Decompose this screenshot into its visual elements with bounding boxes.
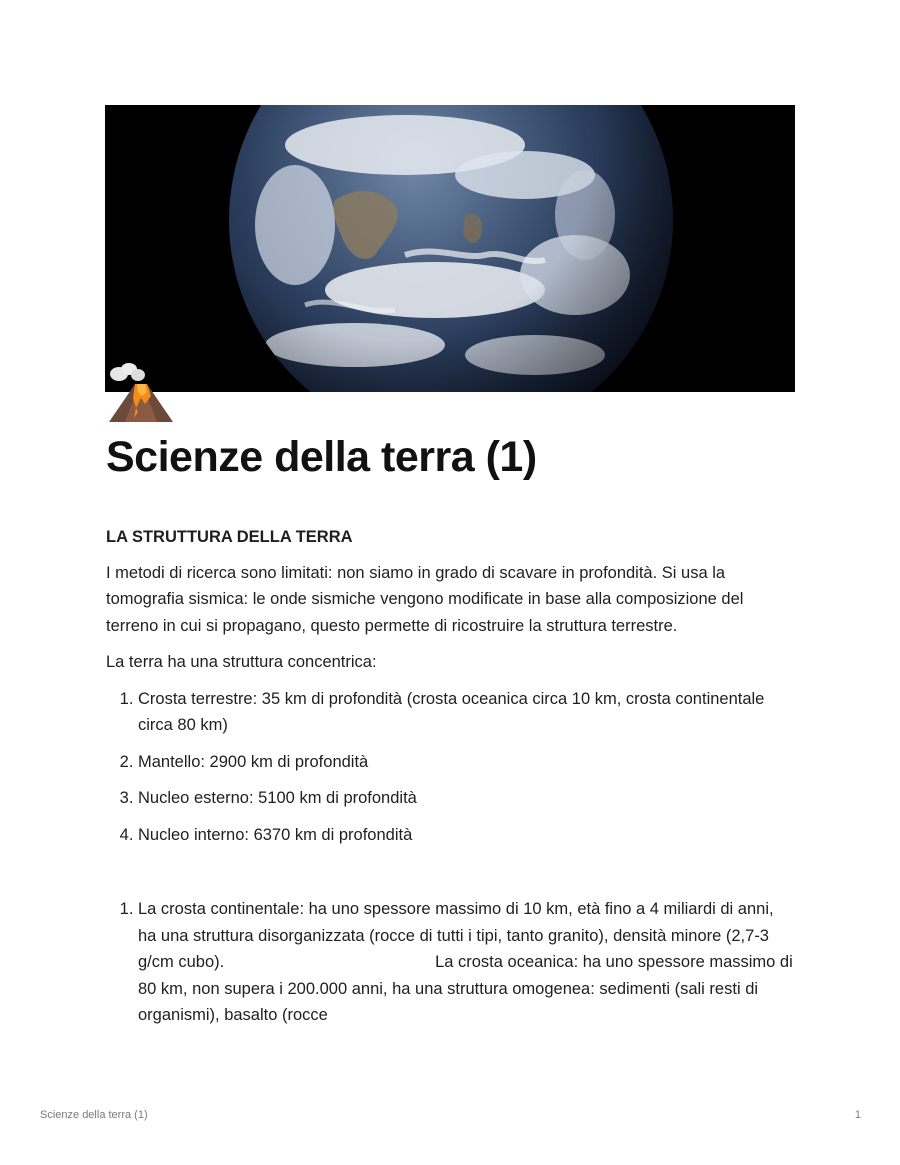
structure-paragraph: La terra ha una struttura concentrica: bbox=[106, 653, 377, 671]
earth-globe-image bbox=[105, 105, 795, 392]
spacer bbox=[106, 858, 796, 896]
footer-page-number: 1 bbox=[854, 1109, 861, 1121]
list-item: 2. Mantello: 2900 km di profondità bbox=[138, 749, 796, 776]
earth-layers-list bbox=[106, 686, 796, 849]
intro-paragraph: I metodi di ricerca sono limitati: non siamo in grado di scavare in profondità. Si usa la tomografia sismica: le onde sismiche vengono modificate in base alla composizione del terreno in cui si propagano, questo permette di ricostruire la struttura terrestre. bbox=[106, 563, 744, 635]
volcano-icon[interactable] bbox=[105, 360, 175, 426]
list-item: 4. Nucleo interno: 6370 km di profondità bbox=[138, 822, 796, 849]
footer-doc-title: Scienze della terra (1) bbox=[40, 1109, 148, 1121]
list-item: 1. La crosta continentale: ha uno spessore massimo di 10 km, età fino a 4 miliardi di anni, ha una struttura disorganizzata (rocce di tutti i tipi, tanto granito), densità minore (2,7-3 g/cm cubo). La crosta oceanica: ha uno spessore massimo di 80 km, non supera i 200.000 anni, ha una struttura omogenea: sedimenti (sali resti di organismi), basalto (rocce bbox=[138, 896, 796, 1029]
crust-list bbox=[106, 896, 796, 1029]
list-item: 1. Crosta terrestre: 35 km di profondità (crosta oceanica circa 10 km, crosta continentale circa 80 km) bbox=[138, 686, 796, 739]
list-item: 3. Nucleo esterno: 5100 km di profondità bbox=[138, 785, 796, 812]
document-body bbox=[106, 524, 796, 1039]
cover-image bbox=[105, 105, 795, 392]
page-title: Scienze della terra (1) bbox=[106, 433, 537, 481]
section-heading: LA STRUTTURA DELLA TERRA bbox=[106, 528, 353, 546]
